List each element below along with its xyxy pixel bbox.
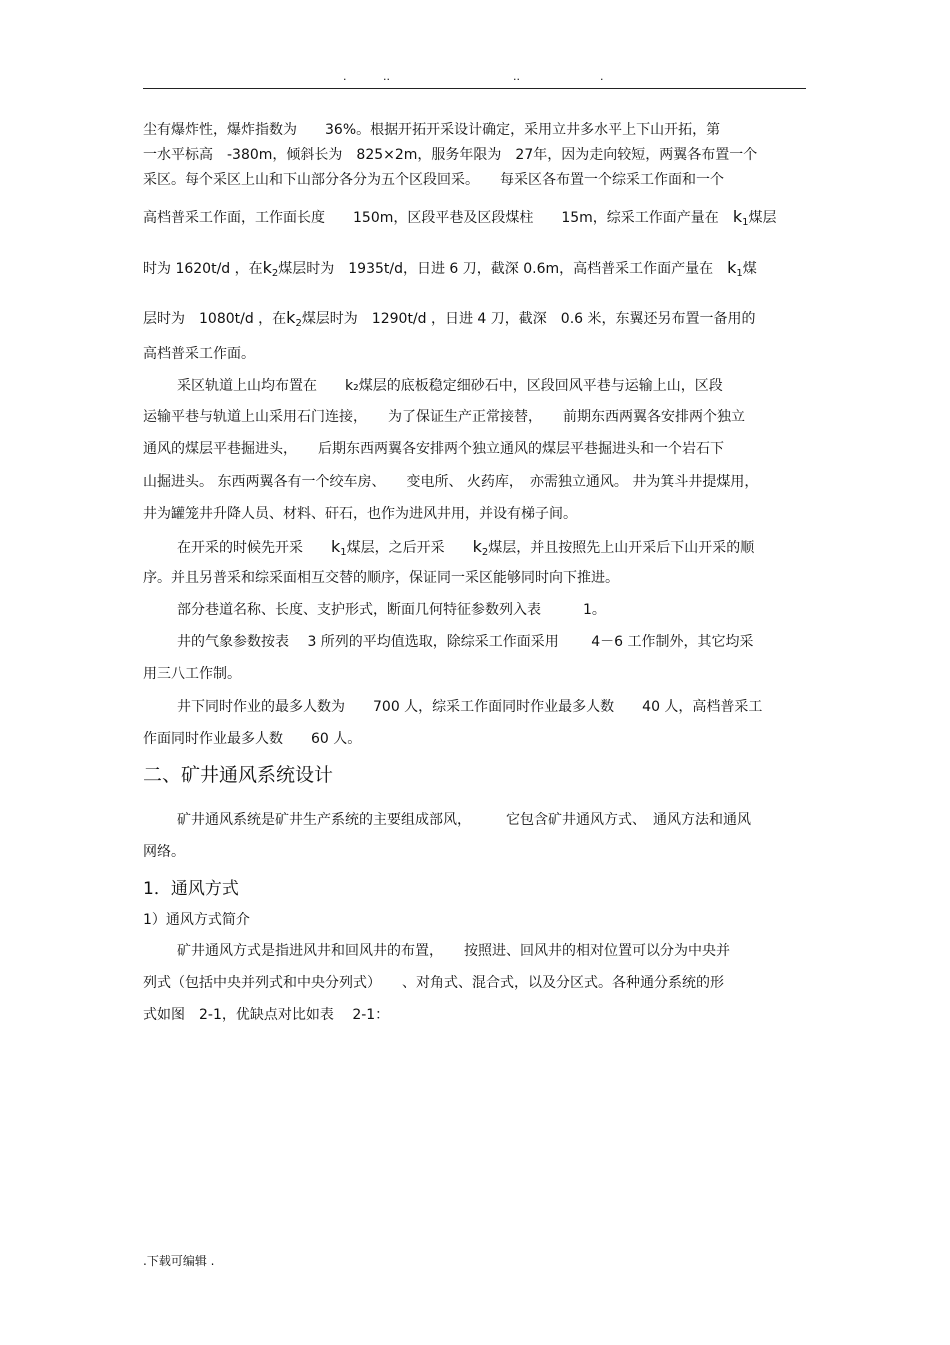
- text-line: 井下同时作业的最多人数为 700 人，综采工作面同时作业最多人数 40 人，高档普采工: [177, 699, 763, 715]
- text-line: 列式（包括中央并列式和中央分列式） 、对角式、混合式，以及分区式。各种通分系统的形: [143, 975, 724, 991]
- section-heading: 二、矿井通风系统设计: [143, 764, 334, 786]
- text-line: 矿井通风系统是矿井生产系统的主要组成部风， 它包含矿井通风方式、 通风方法和通风: [177, 812, 751, 828]
- header-dot: .: [343, 70, 347, 83]
- header-rule: [143, 88, 806, 89]
- text-line: 尘有爆炸性，爆炸指数为 36%。根据开拓开采设计确定，采用立井多水平上下山开拓，第: [143, 122, 721, 138]
- subsection-heading: 1．通风方式: [143, 879, 239, 899]
- text-line: 作面同时作业最多人数 60 人。: [143, 731, 362, 747]
- sub-heading: 1）通风方式简介: [143, 912, 250, 928]
- text-line: 层时为 1080t/d ，在$k_2$煤层时为 1290t/d ，日进 4 刀，截深 0.6 米，东翼还另布置一备用的: [143, 308, 756, 329]
- text-line: 时为 1620t/d ，在$k_2$煤层时为 1935t/d，日进 6 刀，截深 0.6m，高档普采工作面产量在 $k_1$煤: [143, 258, 757, 279]
- text-line: 网络。: [143, 844, 185, 860]
- header-dot: .: [600, 70, 604, 83]
- header-dot: ..: [513, 70, 520, 83]
- text-line: 用三八工作制。: [143, 666, 241, 682]
- text-line: 高档普采工作面，工作面长度 150m，区段平巷及区段煤柱 15m，综采工作面产量在 $k_1$煤层: [143, 207, 777, 228]
- header-marks: [343, 70, 623, 84]
- text-line: 井的气象参数按表 3 所列的平均值选取，除综采工作面采用 4－6 工作制外，其它均采: [177, 634, 754, 650]
- text-line: 在开采的时候先开采 $k_1$煤层，之后开采 $k_2$煤层，并且按照先上山开采后下山开采的顺: [177, 537, 755, 558]
- header-dot: ..: [383, 70, 390, 83]
- text-line: 山掘进头。 东西两翼各有一个绞车房、 变电所、 火药库， 亦需独立通风。 井为箕斗井提煤用，: [143, 474, 759, 490]
- text-line: 高档普采工作面。: [143, 346, 255, 362]
- text-line: 井为罐笼井升降人员、材料、矸石，也作为进风井用，并设有梯子间。: [143, 506, 577, 522]
- text-line: 序。并且另普采和综采面相互交替的顺序，保证同一采区能够同时向下推进。: [143, 570, 619, 586]
- text-line: 部分巷道名称、长度、支护形式，断面几何特征参数列入表 1。: [177, 602, 606, 618]
- text-line: 矿井通风方式是指进风井和回风井的布置， 按照进、回风井的相对位置可以分为中央并: [177, 943, 730, 959]
- text-line: 式如图 2-1，优缺点对比如表 2-1：: [143, 1007, 390, 1023]
- text-line: 运输平巷与轨道上山采用石门连接， 为了保证生产正常接替， 前期东西两翼各安排两个独立: [143, 409, 745, 425]
- text-line: 采区轨道上山均布置在 k₂煤层的底板稳定细砂石中，区段回风平巷与运输上山，区段: [177, 378, 723, 394]
- text-line: 采区。每个采区上山和下山部分各分为五个区段回采。 每采区各布置一个综采工作面和一个: [143, 172, 724, 188]
- footer-note: .下载可编辑 .: [143, 1254, 215, 1268]
- text-line: 一水平标高 -380m，倾斜长为 825×2m，服务年限为 27年，因为走向较短，两翼各布置一个: [143, 147, 758, 163]
- text-line: 通风的煤层平巷掘进头， 后期东西两翼各安排两个独立通风的煤层平巷掘进头和一个岩石下: [143, 441, 724, 457]
